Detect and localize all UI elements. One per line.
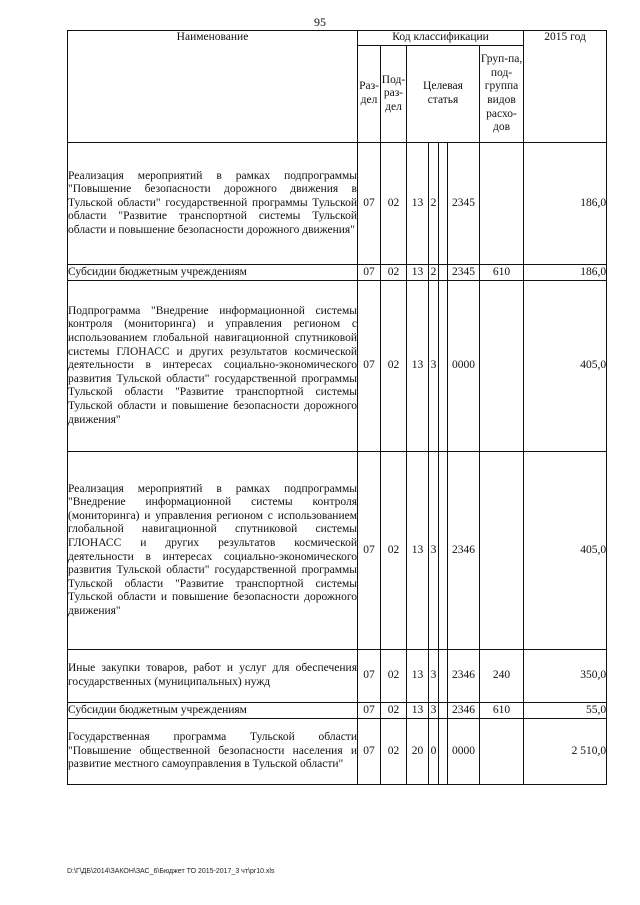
header-subsection: Под-раз-дел bbox=[381, 46, 407, 143]
row-target-part3 bbox=[439, 452, 448, 650]
header-row-top bbox=[68, 31, 607, 46]
table-row bbox=[68, 452, 607, 650]
row-target-part1: 13 bbox=[407, 143, 429, 265]
row-target-part4: 2345 bbox=[448, 143, 480, 265]
budget-table bbox=[67, 30, 607, 785]
header-classification-code: Код классификации bbox=[358, 31, 524, 46]
row-section: 07 bbox=[358, 719, 381, 785]
row-target-part2: 0 bbox=[429, 719, 439, 785]
row-target-part3 bbox=[439, 719, 448, 785]
header-expense-group: Груп-па, под-группа видов расхо-дов bbox=[480, 46, 524, 143]
row-target-part1: 13 bbox=[407, 265, 429, 281]
page-number: 95 bbox=[314, 15, 326, 29]
row-section: 07 bbox=[358, 650, 381, 703]
row-target-part1: 13 bbox=[407, 650, 429, 703]
row-amount: 350,0 bbox=[524, 650, 607, 703]
table-row bbox=[68, 650, 607, 703]
row-target-part1: 20 bbox=[407, 719, 429, 785]
row-name: Государственная программа Тульской области "Повышение общественной безопасности населения и развитие местного самоуправления в Тульской области" bbox=[68, 719, 358, 785]
row-amount: 405,0 bbox=[524, 452, 607, 650]
header-name: Наименование bbox=[68, 31, 358, 143]
row-target-part3 bbox=[439, 650, 448, 703]
header-target-article: Целевая статья bbox=[407, 46, 480, 143]
row-target-part4: 0000 bbox=[448, 281, 480, 452]
row-subsection: 02 bbox=[381, 143, 407, 265]
row-subsection: 02 bbox=[381, 452, 407, 650]
row-expense-group bbox=[480, 281, 524, 452]
row-amount: 55,0 bbox=[524, 703, 607, 719]
footer-file-path: D:\Г\ДБ\2014\ЗАКОН\ЗАС_6\Бюджет ТО 2015-2017_3 чт\pr10.xls bbox=[67, 868, 275, 875]
row-section: 07 bbox=[358, 703, 381, 719]
row-target-part4: 2345 bbox=[448, 265, 480, 281]
row-target-part4: 2346 bbox=[448, 703, 480, 719]
row-section: 07 bbox=[358, 143, 381, 265]
header-year: 2015 год bbox=[524, 31, 607, 143]
row-subsection: 02 bbox=[381, 265, 407, 281]
table-row bbox=[68, 281, 607, 452]
row-target-part4: 0000 bbox=[448, 719, 480, 785]
row-expense-group: 610 bbox=[480, 265, 524, 281]
row-name: Подпрограмма "Внедрение информационной системы контроля (мониторинга) и управления регионом с использованием глобальной навигационной спутниковой системы ГЛОНАСС и других результатов космической деятельности в интересах социально-экономического развития Тульской области" государственной программы Тульской области "Развитие транспортной системы Тульской области и повышение безопасности дорожного движения" bbox=[68, 281, 358, 452]
row-name: Иные закупки товаров, работ и услуг для обеспечения государственных (муниципальных) нужд bbox=[68, 650, 358, 703]
row-expense-group: 240 bbox=[480, 650, 524, 703]
table-row bbox=[68, 719, 607, 785]
row-target-part3 bbox=[439, 703, 448, 719]
row-target-part3 bbox=[439, 143, 448, 265]
row-target-part2: 2 bbox=[429, 143, 439, 265]
row-expense-group: 610 bbox=[480, 703, 524, 719]
row-target-part2: 3 bbox=[429, 452, 439, 650]
row-amount: 2 510,0 bbox=[524, 719, 607, 785]
row-amount: 186,0 bbox=[524, 143, 607, 265]
row-amount: 186,0 bbox=[524, 265, 607, 281]
row-target-part1: 13 bbox=[407, 281, 429, 452]
row-subsection: 02 bbox=[381, 703, 407, 719]
row-target-part2: 3 bbox=[429, 650, 439, 703]
row-expense-group bbox=[480, 452, 524, 650]
table-row bbox=[68, 265, 607, 281]
row-name: Субсидии бюджетным учреждениям bbox=[68, 265, 358, 281]
row-target-part1: 13 bbox=[407, 452, 429, 650]
row-name: Реализация мероприятий в рамках подпрограммы "Повышение безопасности дорожного движения в Тульской области" государственной программы Тульской области "Развитие транспортной системы Тульской области и повышение безопасности дорожного движения" bbox=[68, 143, 358, 265]
row-target-part2: 2 bbox=[429, 265, 439, 281]
row-section: 07 bbox=[358, 265, 381, 281]
row-section: 07 bbox=[358, 281, 381, 452]
row-target-part4: 2346 bbox=[448, 452, 480, 650]
header-section: Раз-дел bbox=[358, 46, 381, 143]
row-name: Реализация мероприятий в рамках подпрограммы "Внедрение информационной системы контроля (мониторинга) и управления регионом с использованием глобальной навигационной спутниковой системы ГЛОНАСС и других результатов космической деятельности в интересах социально-экономического развития Тульской области" государственной программы Тульской области "Развитие транспортной системы Тульской области и повышение безопасности дорожного движения" bbox=[68, 452, 358, 650]
row-target-part3 bbox=[439, 281, 448, 452]
row-target-part4: 2346 bbox=[448, 650, 480, 703]
row-amount: 405,0 bbox=[524, 281, 607, 452]
table-row bbox=[68, 143, 607, 265]
row-expense-group bbox=[480, 143, 524, 265]
row-target-part1: 13 bbox=[407, 703, 429, 719]
row-subsection: 02 bbox=[381, 719, 407, 785]
row-section: 07 bbox=[358, 452, 381, 650]
row-target-part3 bbox=[439, 265, 448, 281]
row-expense-group bbox=[480, 719, 524, 785]
row-target-part2: 3 bbox=[429, 703, 439, 719]
row-subsection: 02 bbox=[381, 650, 407, 703]
table-row bbox=[68, 703, 607, 719]
row-name: Субсидии бюджетным учреждениям bbox=[68, 703, 358, 719]
row-target-part2: 3 bbox=[429, 281, 439, 452]
row-subsection: 02 bbox=[381, 281, 407, 452]
